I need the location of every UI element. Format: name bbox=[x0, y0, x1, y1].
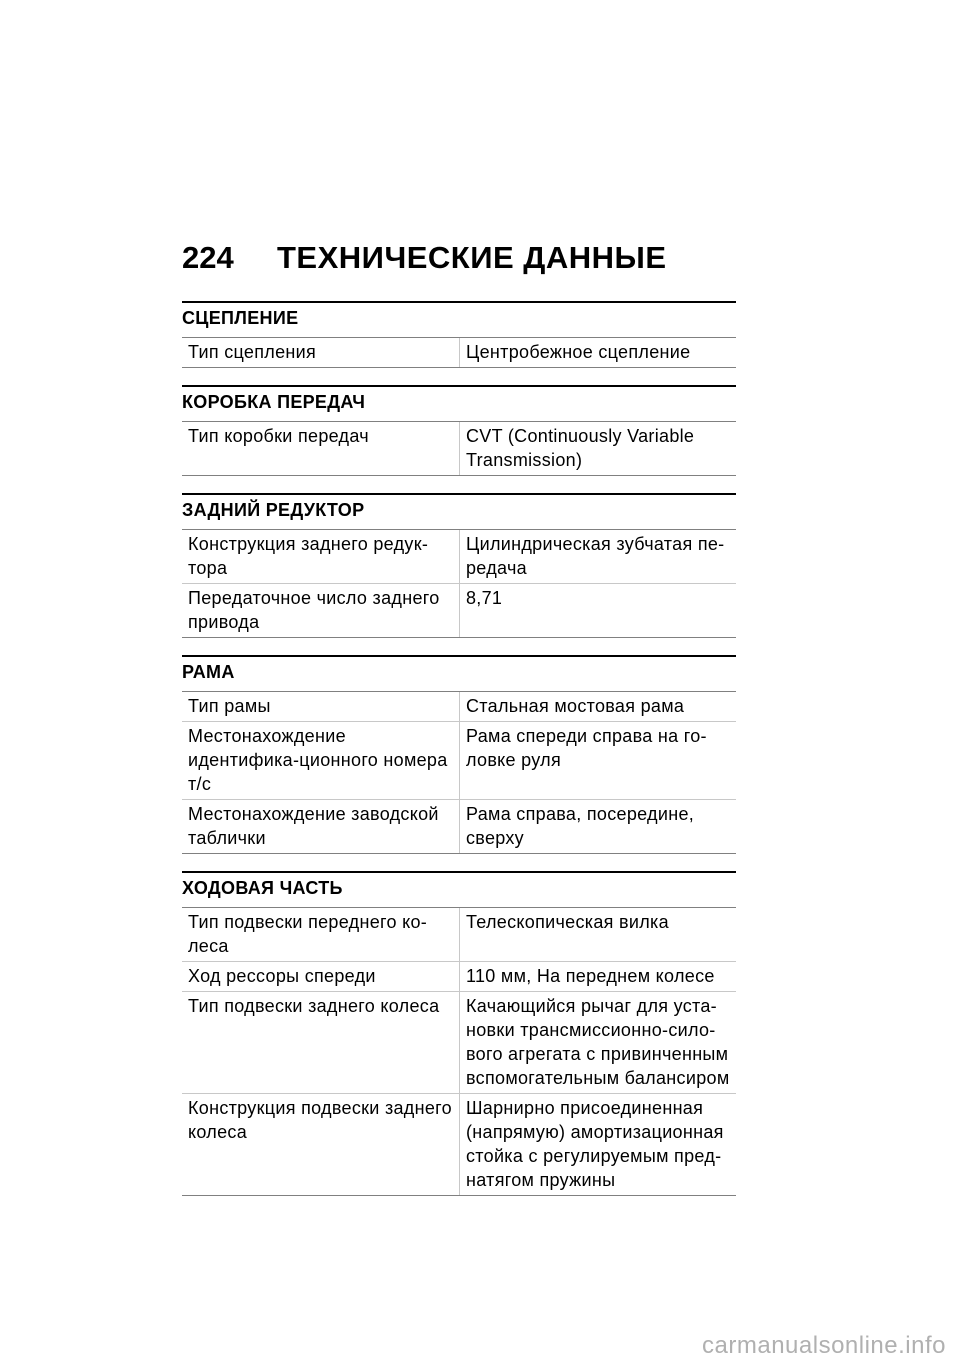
section-title: КОРОБКА ПЕРЕДАЧ bbox=[182, 385, 736, 422]
spec-label: Местонахождение идентифика-ционного номера т/с bbox=[188, 726, 448, 794]
table-row bbox=[182, 992, 736, 1094]
spec-label: Конструкция подвески заднего колеса bbox=[188, 1098, 452, 1142]
table-row bbox=[182, 692, 736, 722]
section-title: СЦЕПЛЕНИЕ bbox=[182, 301, 736, 338]
section-frame bbox=[182, 655, 736, 854]
spec-value: Цилиндрическая зубчатая пе-редача bbox=[459, 530, 736, 583]
section-chassis bbox=[182, 871, 736, 1196]
section-rear-drive bbox=[182, 493, 736, 638]
table-row bbox=[182, 584, 736, 638]
spec-label: Передаточное число заднего привода bbox=[188, 588, 440, 632]
spec-label: Тип подвески заднего колеса bbox=[188, 996, 440, 1016]
spec-label: Тип коробки передач bbox=[188, 426, 369, 446]
spec-value: Рама справа, посередине, сверху bbox=[459, 800, 736, 853]
spec-page bbox=[182, 240, 736, 1196]
page-header bbox=[182, 240, 736, 284]
spec-value: 110 мм, На переднем колесе bbox=[459, 962, 736, 991]
spec-label: Тип сцепления bbox=[188, 342, 317, 362]
spec-label: Конструкция заднего редук-тора bbox=[188, 534, 429, 578]
table-row bbox=[182, 722, 736, 800]
spec-value: Стальная мостовая рама bbox=[459, 692, 736, 721]
page-title: ТЕХНИЧЕСКИЕ ДАННЫЕ bbox=[277, 240, 667, 275]
spec-value: 8,71 bbox=[459, 584, 736, 637]
spec-value: CVT (Continuously Variable Transmission) bbox=[459, 422, 736, 475]
watermark: carmanualsonline.info bbox=[702, 1332, 946, 1359]
spec-value: Центробежное сцепление bbox=[459, 338, 736, 367]
section-clutch bbox=[182, 301, 736, 368]
spec-label: Тип рамы bbox=[188, 696, 271, 716]
table-row bbox=[182, 422, 736, 476]
spec-value: Качающийся рычаг для уста-новки трансмиссионно-сило-вого агрегата с привинченным вспомогательным балансиром bbox=[459, 992, 736, 1093]
section-title: ХОДОВАЯ ЧАСТЬ bbox=[182, 871, 736, 908]
spec-value: Рама спереди справа на го-ловке руля bbox=[459, 722, 736, 799]
section-gearbox bbox=[182, 385, 736, 476]
spec-label: Местонахождение заводской таблички bbox=[188, 804, 439, 848]
table-row bbox=[182, 962, 736, 992]
table-row bbox=[182, 338, 736, 368]
section-title: ЗАДНИЙ РЕДУКТОР bbox=[182, 493, 736, 530]
table-row bbox=[182, 530, 736, 584]
table-row bbox=[182, 1094, 736, 1196]
table-row bbox=[182, 800, 736, 854]
spec-label: Тип подвески переднего ко-леса bbox=[188, 912, 428, 956]
table-row bbox=[182, 908, 736, 962]
spec-value: Шарнирно присоединенная (напрямую) амортизационная стойка с регулируемым пред-натягом пружины bbox=[459, 1094, 736, 1195]
page-number: 224 bbox=[182, 240, 234, 275]
spec-label: Ход рессоры спереди bbox=[188, 966, 376, 986]
section-title: РАМА bbox=[182, 655, 736, 692]
spec-value: Телескопическая вилка bbox=[459, 908, 736, 961]
